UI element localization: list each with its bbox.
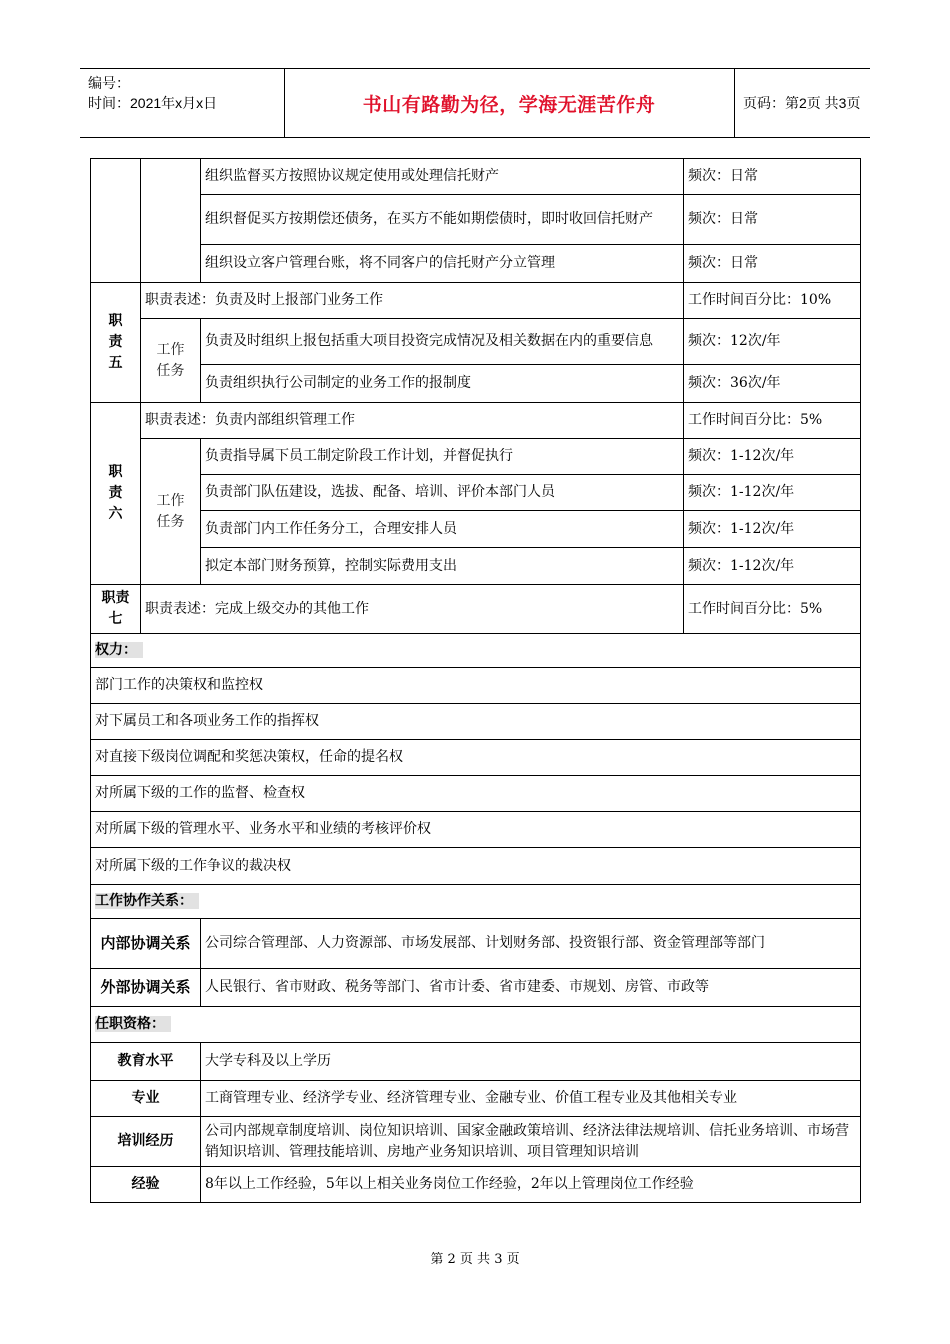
page-indicator: 页码：第2页 共3页 bbox=[743, 95, 861, 111]
qualification-value: 大学专科及以上学历 bbox=[201, 1043, 861, 1081]
task-frequency: 频次：日常 bbox=[684, 245, 861, 283]
table-row bbox=[91, 511, 861, 548]
power-item: 部门工作的决策权和监控权 bbox=[91, 668, 861, 704]
task-label-cell bbox=[141, 159, 201, 283]
table-row bbox=[91, 969, 861, 1007]
table-row bbox=[91, 475, 861, 511]
table-row bbox=[91, 776, 861, 812]
power-item: 对直接下级岗位调配和奖惩决策权，任命的提名权 bbox=[91, 740, 861, 776]
table-row bbox=[91, 1117, 861, 1167]
table-row bbox=[91, 439, 861, 475]
task-text: 负责组织执行公司制定的业务工作的报制度 bbox=[201, 365, 684, 403]
task-frequency: 频次：日常 bbox=[684, 159, 861, 195]
table-row bbox=[91, 1167, 861, 1203]
motto: 书山有路勤为径，学海无涯苦作舟 bbox=[362, 93, 656, 116]
table-row bbox=[91, 1043, 861, 1081]
duty-description: 职责表述：负责内部组织管理工作 bbox=[141, 403, 684, 439]
task-frequency: 频次：1-12次/年 bbox=[684, 511, 861, 548]
table-row bbox=[91, 403, 861, 439]
qualification-value: 公司内部规章制度培训、岗位知识培训、国家金融政策培训、经济法律法规培训、信托业务培训、市场营销知识培训、管理技能培训、房地产业务知识培训、项目管理知识培训 bbox=[201, 1117, 861, 1167]
table-row bbox=[91, 585, 861, 634]
section-header-row bbox=[91, 1007, 861, 1043]
powers-title bbox=[91, 634, 861, 668]
task-text: 组织设立客户管理台账，将不同客户的信托财产分立管理 bbox=[201, 245, 684, 283]
task-text: 负责部门队伍建设，选拔、配备、培训、评价本部门人员 bbox=[201, 475, 684, 511]
duty-label: 职责五 bbox=[91, 283, 141, 403]
duty-label-cell bbox=[91, 159, 141, 283]
task-frequency: 频次：36次/年 bbox=[684, 365, 861, 403]
task-frequency: 频次：日常 bbox=[684, 195, 861, 245]
qualification-label: 经验 bbox=[91, 1167, 201, 1203]
task-frequency: 频次：1-12次/年 bbox=[684, 548, 861, 585]
section-header-row bbox=[91, 634, 861, 668]
page-footer: 第 2 页 共 3 页 bbox=[430, 1252, 520, 1267]
qualifications-title-text: 任职资格： bbox=[95, 1016, 171, 1032]
external-relations: 人民银行、省市财政、税务等部门、省市计委、省市建委、市规划、房管、市政等 bbox=[201, 969, 861, 1007]
task-frequency: 频次：1-12次/年 bbox=[684, 475, 861, 511]
table-row bbox=[91, 812, 861, 848]
duty-label: 职责七 bbox=[91, 585, 141, 634]
header-meta bbox=[80, 69, 285, 137]
internal-relations-label: 内部协调关系 bbox=[91, 919, 201, 969]
table-row bbox=[91, 195, 861, 245]
relations-title-text: 工作协作关系： bbox=[95, 893, 199, 909]
table-row bbox=[91, 1081, 861, 1117]
table-row bbox=[91, 919, 861, 969]
qualification-value: 8年以上工作经验，5年以上相关业务岗位工作经验，2年以上管理岗位工作经验 bbox=[201, 1167, 861, 1203]
duty-time-percent: 工作时间百分比：5% bbox=[684, 403, 861, 439]
table-row bbox=[91, 245, 861, 283]
task-label: 工作任务 bbox=[141, 319, 201, 403]
table-row bbox=[91, 848, 861, 885]
duty-label: 职责六 bbox=[91, 403, 141, 585]
qualification-value: 工商管理专业、经济学专业、经济管理专业、金融专业、价值工程专业及其他相关专业 bbox=[201, 1081, 861, 1117]
task-text: 负责部门内工作任务分工，合理安排人员 bbox=[201, 511, 684, 548]
table-row bbox=[91, 319, 861, 365]
task-text: 负责及时组织上报包括重大项目投资完成情况及相关数据在内的重要信息 bbox=[201, 319, 684, 365]
duty-description: 职责表述：负责及时上报部门业务工作 bbox=[141, 283, 684, 319]
power-item: 对所属下级的管理水平、业务水平和业绩的考核评价权 bbox=[91, 812, 861, 848]
duty-time-percent: 工作时间百分比：5% bbox=[684, 585, 861, 634]
task-text: 组织督促买方按期偿还债务，在买方不能如期偿债时，即时收回信托财产 bbox=[201, 195, 684, 245]
document-number: 编号： bbox=[88, 75, 130, 91]
table-row bbox=[91, 548, 861, 585]
qualification-label: 培训经历 bbox=[91, 1117, 201, 1167]
table-row bbox=[91, 159, 861, 195]
job-description-table bbox=[90, 158, 860, 1203]
page-header bbox=[80, 68, 870, 138]
powers-title-text: 权力： bbox=[95, 642, 143, 658]
task-text: 组织监督买方按照协议规定使用或处理信托财产 bbox=[201, 159, 684, 195]
document-date: 时间：2021年x月x日 bbox=[88, 95, 218, 111]
header-page-cell bbox=[735, 69, 870, 137]
relations-title bbox=[91, 885, 861, 919]
section-header-row bbox=[91, 885, 861, 919]
duty-description: 职责表述：完成上级交办的其他工作 bbox=[141, 585, 684, 634]
qualifications-title bbox=[91, 1007, 861, 1043]
power-item: 对所属下级的工作的监督、检查权 bbox=[91, 776, 861, 812]
table-row bbox=[91, 365, 861, 403]
task-frequency: 频次：12次/年 bbox=[684, 319, 861, 365]
table-row bbox=[91, 740, 861, 776]
power-item: 对所属下级的工作争议的裁决权 bbox=[91, 848, 861, 885]
qualification-label: 专业 bbox=[91, 1081, 201, 1117]
qualification-label: 教育水平 bbox=[91, 1043, 201, 1081]
task-text: 拟定本部门财务预算，控制实际费用支出 bbox=[201, 548, 684, 585]
power-item: 对下属员工和各项业务工作的指挥权 bbox=[91, 704, 861, 740]
task-frequency: 频次：1-12次/年 bbox=[684, 439, 861, 475]
internal-relations: 公司综合管理部、人力资源部、市场发展部、计划财务部、投资银行部、资金管理部等部门 bbox=[201, 919, 861, 969]
table-row bbox=[91, 704, 861, 740]
header-motto-cell bbox=[284, 69, 735, 137]
table-row bbox=[91, 283, 861, 319]
table-row bbox=[91, 668, 861, 704]
task-text: 负责指导属下员工制定阶段工作计划，并督促执行 bbox=[201, 439, 684, 475]
external-relations-label: 外部协调关系 bbox=[91, 969, 201, 1007]
task-label: 工作任务 bbox=[141, 439, 201, 585]
duty-time-percent: 工作时间百分比：10% bbox=[684, 283, 861, 319]
